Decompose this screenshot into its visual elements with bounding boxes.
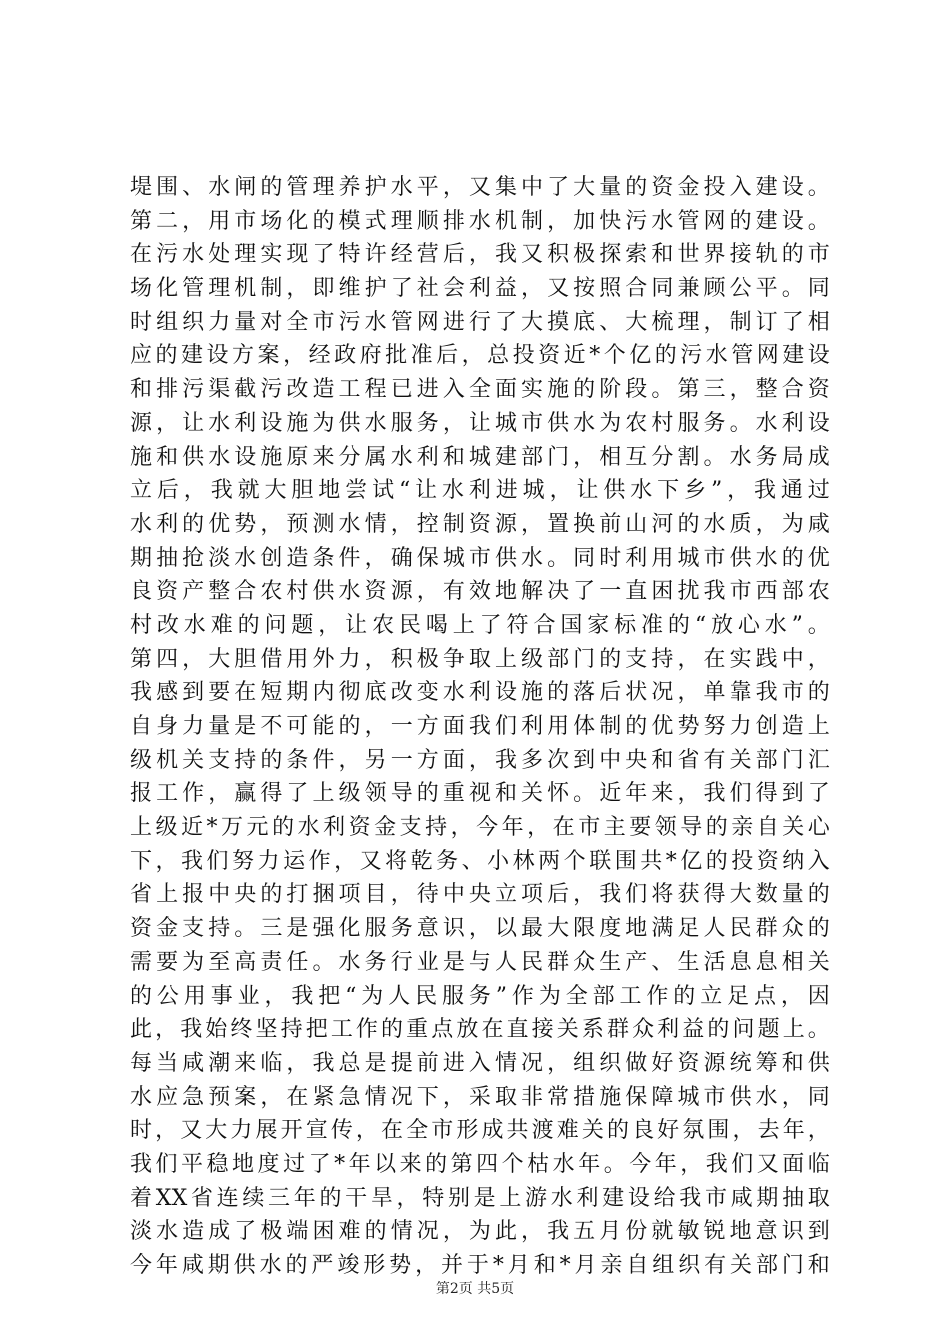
text-line: 时组织力量对全市污水管网进行了大摸底、大梳理，制订了相 [130, 309, 830, 335]
text-line: 应的建设方案，经政府批准后，总投资近*个亿的污水管网建设 [130, 343, 830, 369]
text-line: 每当咸潮来临，我总是提前进入情况，组织做好资源统筹和供 [130, 1050, 830, 1076]
text-line: 场化管理机制，即维护了社会利益，又按照合同兼顾公平。同 [130, 276, 830, 302]
text-line: 水利的优势，预测水情，控制资源，置换前山河的水质，为咸 [130, 511, 830, 537]
text-line: 村改水难的问题，让农民喝上了符合国家标准的“放心水”。 [130, 612, 830, 638]
text-line: 源，让水利设施为供水服务，让城市供水为农村服务。水利设 [130, 410, 830, 436]
text-line: 此，我始终坚持把工作的重点放在直接关系群众利益的问题上。 [130, 1017, 830, 1043]
text-line: 上级近*万元的水利资金支持，今年，在市主要领导的亲自关心 [130, 815, 830, 841]
text-line: 期抽抢淡水创造条件，确保城市供水。同时利用城市供水的优 [130, 545, 830, 571]
text-line: 的公用事业，我把“为人民服务”作为全部工作的立足点，因 [130, 983, 830, 1009]
text-line: 级机关支持的条件，另一方面，我多次到中央和省有关部门汇 [130, 747, 830, 773]
text-line: 着XX省连续三年的干旱，特别是上游水利建设给我市咸期抽取 [130, 1185, 830, 1211]
body-text [130, 171, 830, 1283]
text-line: 省上报中央的打捆项目，待中央立项后，我们将获得大数量的 [130, 882, 830, 908]
text-line: 和排污渠截污改造工程已进入全面实施的阶段。第三，整合资 [130, 377, 830, 403]
text-line: 报工作，赢得了上级领导的重视和关怀。近年来，我们得到了 [130, 781, 830, 807]
text-line: 在污水处理实现了特许经营后，我又积极探索和世界接轨的市 [130, 242, 830, 268]
text-line: 施和供水设施原来分属水利和城建部门，相互分割。水务局成 [130, 444, 830, 470]
text-line: 下，我们努力运作，又将乾务、小林两个联围共*亿的投资纳入 [130, 848, 830, 874]
text-line: 淡水造成了极端困难的情况，为此，我五月份就敏锐地意识到 [130, 1219, 830, 1245]
text-line: 堤围、水闸的管理养护水平，又集中了大量的资金投入建设。 [130, 175, 830, 200]
text-line: 良资产整合农村供水资源，有效地解决了一直困扰我市西部农 [130, 579, 830, 605]
page-footer: 第2页 共5页 [435, 1281, 515, 1297]
text-line: 我感到要在短期内彻底改变水利设施的落后状况，单靠我市的 [130, 680, 830, 706]
text-line: 资金支持。三是强化服务意识，以最大限度地满足人民群众的 [130, 916, 830, 942]
text-line: 自身力量是不可能的，一方面我们利用体制的优势努力创造上 [130, 714, 830, 739]
text-line: 立后，我就大胆地尝试“让水利进城，让供水下乡”，我通过 [130, 478, 830, 504]
text-line: 我们平稳地度过了*年以来的第四个枯水年。今年，我们又面临 [130, 1151, 830, 1177]
text-line: 第二，用市场化的模式理顺排水机制，加快污水管网的建设。 [130, 208, 830, 234]
text-line: 第四，大胆借用外力，积极争取上级部门的支持，在实践中， [130, 646, 830, 672]
text-line: 时，又大力展开宣传，在全市形成共渡难关的良好氛围，去年， [130, 1118, 830, 1144]
text-line: 水应急预案，在紧急情况下，采取非常措施保障城市供水，同 [130, 1084, 830, 1110]
text-line: 今年咸期供水的严竣形势，并于*月和*月亲自组织有关部门和 [130, 1253, 830, 1278]
text-line: 需要为至高责任。水务行业是与人民群众生产、生活息息相关 [130, 949, 830, 975]
